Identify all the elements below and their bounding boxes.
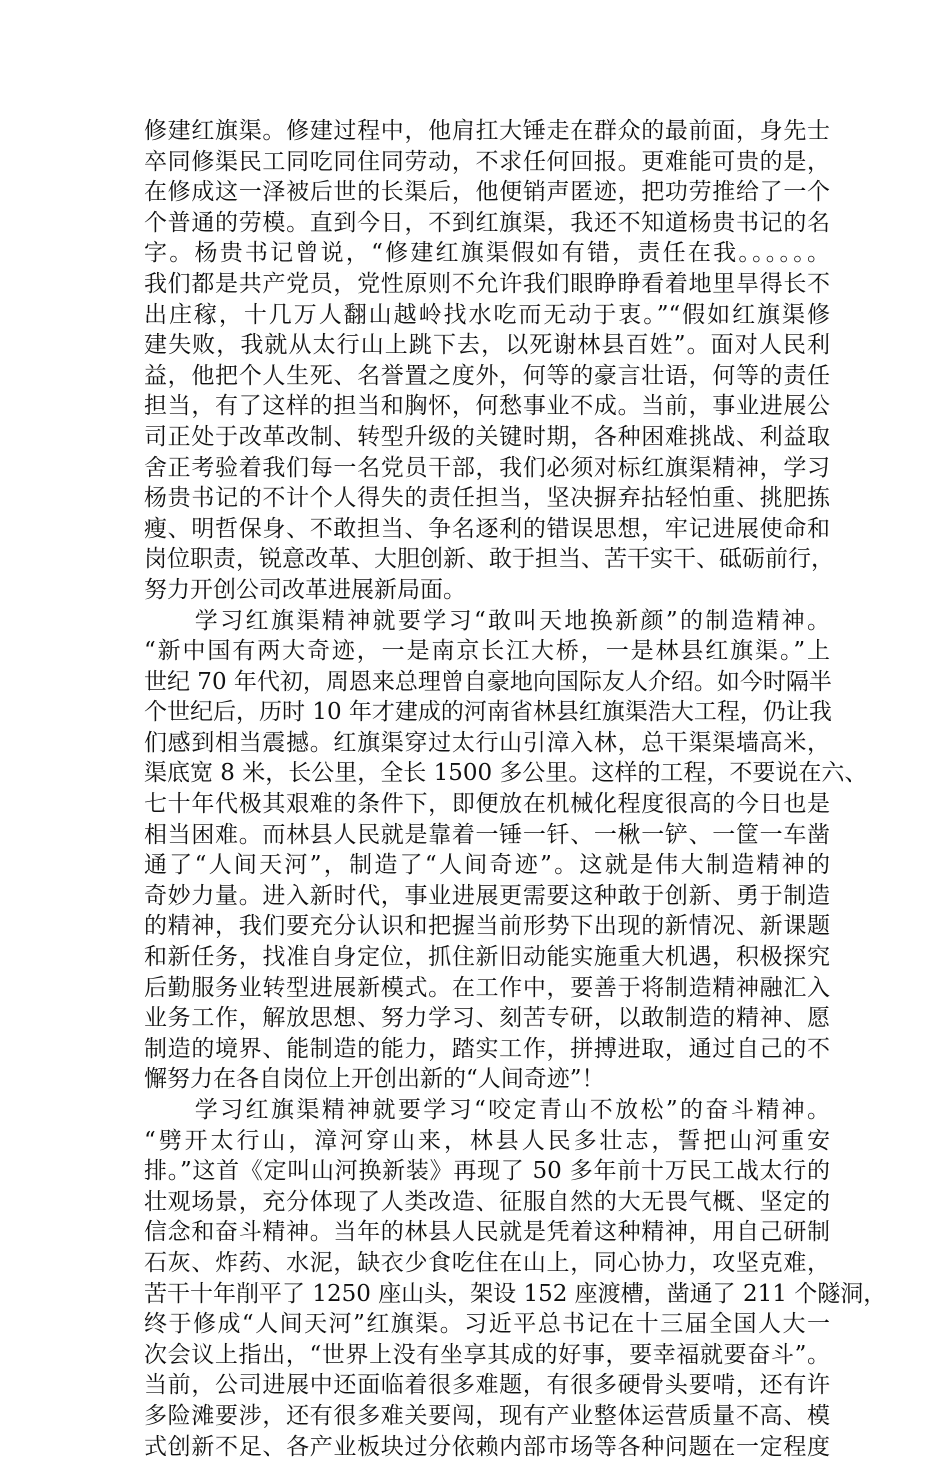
- text-line: 奇妙力量。进入新时代，事业进展更需要这种敢于创新、勇于制造: [144, 882, 830, 909]
- text-line: 次会议上指出，“世界上没有坐享其成的好事，要幸福就要奋斗”。: [144, 1341, 830, 1368]
- text-line: 在修成这一泽被后世的长渠后，他便销声匿迹，把功劳推给了一个: [144, 179, 830, 206]
- text-line: 出庄稼，十几万人翻山越岭找水吃而无动于衷。”“假如红旗渠修: [144, 301, 830, 328]
- text-line: 多险滩要涉，还有很多难关要闯，现有产业整体运营质量不高、模: [144, 1402, 830, 1429]
- text-line: 益，他把个人生死、名誉置之度外，何等的豪言壮语，何等的责任: [144, 362, 830, 389]
- text-line: 制造的境界、能制造的能力，踏实工作，拼搏进取，通过自己的不: [144, 1035, 830, 1062]
- text-line: 苦干十年削平了 1250 座山头，架设 152 座渡槽，凿通了 211 个隧洞，: [144, 1280, 887, 1307]
- text-line: 个世纪后，历时 10 年才建成的河南省林县红旗渠浩大工程，仍让我: [144, 699, 832, 726]
- text-line: 的精神，我们要充分认识和把握当前形势下出现的新情况、新课题: [144, 913, 830, 940]
- text-line: 信念和奋斗精神。当年的林县人民就是凭着这种精神，用自己研制: [144, 1219, 830, 1246]
- text-line: 七十年代极其艰难的条件下，即便放在机械化程度很高的今日也是: [144, 791, 830, 818]
- text-line: 杨贵书记的不计个人得失的责任担当，坚决摒弃拈轻怕重、挑肥拣: [144, 485, 830, 512]
- text-line: 排。”这首《定叫山河换新装》再现了 50 多年前十万民工战太行的: [144, 1158, 830, 1185]
- text-line: 通了“人间天河”，制造了“人间奇迹”。这就是伟大制造精神的: [144, 852, 830, 879]
- text-line: 舍正考验着我们每一名党员干部，我们必须对标红旗渠精神，学习: [144, 454, 830, 481]
- text-line: 努力开创公司改革进展新局面。: [144, 576, 466, 603]
- text-line: 壮观场景，充分体现了人类改造、征服自然的大无畏气概、坚定的: [144, 1188, 830, 1215]
- text-line: 个普通的劳模。直到今日，不到红旗渠，我还不知道杨贵书记的名: [144, 209, 830, 236]
- text-line: 我们都是共产党员，党性原则不允许我们眼睁睁看着地里旱得长不: [144, 270, 830, 297]
- text-line: 式创新不足、各产业板块过分依赖内部市场等各种问题在一定程度: [144, 1433, 830, 1460]
- text-line: 卒同修渠民工同吃同住同劳动，不求任何回报。更难能可贵的是，: [144, 148, 830, 175]
- text-line: 修建红旗渠。修建过程中，他肩扛大锤走在群众的最前面，身先士: [144, 118, 830, 144]
- text-line: 业务工作，解放思想、努力学习、刻苦专研，以敢制造的精神、愿: [144, 1005, 830, 1032]
- text-line: “劈开太行山，漳河穿山来，林县人民多壮志，誓把山河重安: [144, 1127, 830, 1154]
- text-line: 相当困难。而林县人民就是靠着一锤一钎、一楸一铲、一筐一车凿: [144, 821, 830, 848]
- text-line: 世纪 70 年代初，周恩来总理曾自豪地向国际友人介绍。如今时隔半: [144, 668, 832, 695]
- text-line: 瘦、明哲保身、不敢担当、争名逐利的错误思想，牢记进展使命和: [144, 515, 830, 542]
- text-line: 字。杨贵书记曾说，“修建红旗渠假如有错，责任在我。。。。。。: [144, 240, 830, 267]
- text-line: 建失败，我就从太行山上跳下去，以死谢林县百姓”。面对人民利: [144, 332, 830, 359]
- text-line: 学习红旗渠精神就要学习“敢叫天地换新颜”的制造精神。: [144, 607, 830, 634]
- text-line: 担当，有了这样的担当和胸怀，何愁事业不成。当前，事业进展公: [144, 393, 830, 420]
- text-line: 当前，公司进展中还面临着很多难题，有很多硬骨头要啃，还有许: [144, 1372, 830, 1399]
- text-line: 渠底宽 8 米，长公里，全长 1500 多公里。这样的工程，不要说在六、: [144, 760, 868, 787]
- text-line: 和新任务，找准自身定位，抓住新旧动能实施重大机遇，积极探究: [144, 944, 830, 971]
- document-body-text: [144, 116, 887, 1462]
- text-line: 岗位职责，锐意改革、大胆创新、敢于担当、苦干实干、砥砺前行，: [144, 546, 834, 573]
- text-line: 终于修成“人间天河”红旗渠。习近平总书记在十三届全国人大一: [144, 1311, 830, 1338]
- text-line: 懈努力在各自岗位上开创出新的“人间奇迹”！: [144, 1066, 605, 1093]
- text-line: 石灰、炸药、水泥，缺衣少食吃住在山上，同心协力，攻坚克难，: [144, 1249, 830, 1276]
- text-line: 们感到相当震撼。红旗渠穿过太行山引漳入林，总干渠渠墙高米，: [144, 729, 830, 756]
- text-line: “新中国有两大奇迹，一是南京长江大桥，一是林县红旗渠。”上: [144, 638, 830, 665]
- text-line: 学习红旗渠精神就要学习“咬定青山不放松”的奋斗精神。: [144, 1097, 830, 1123]
- text-line: 后勤服务业转型进展新模式。在工作中，要善于将制造精神融汇入: [144, 974, 830, 1001]
- text-line: 司正处于改革改制、转型升级的关键时期，各种困难挑战、利益取: [144, 423, 830, 450]
